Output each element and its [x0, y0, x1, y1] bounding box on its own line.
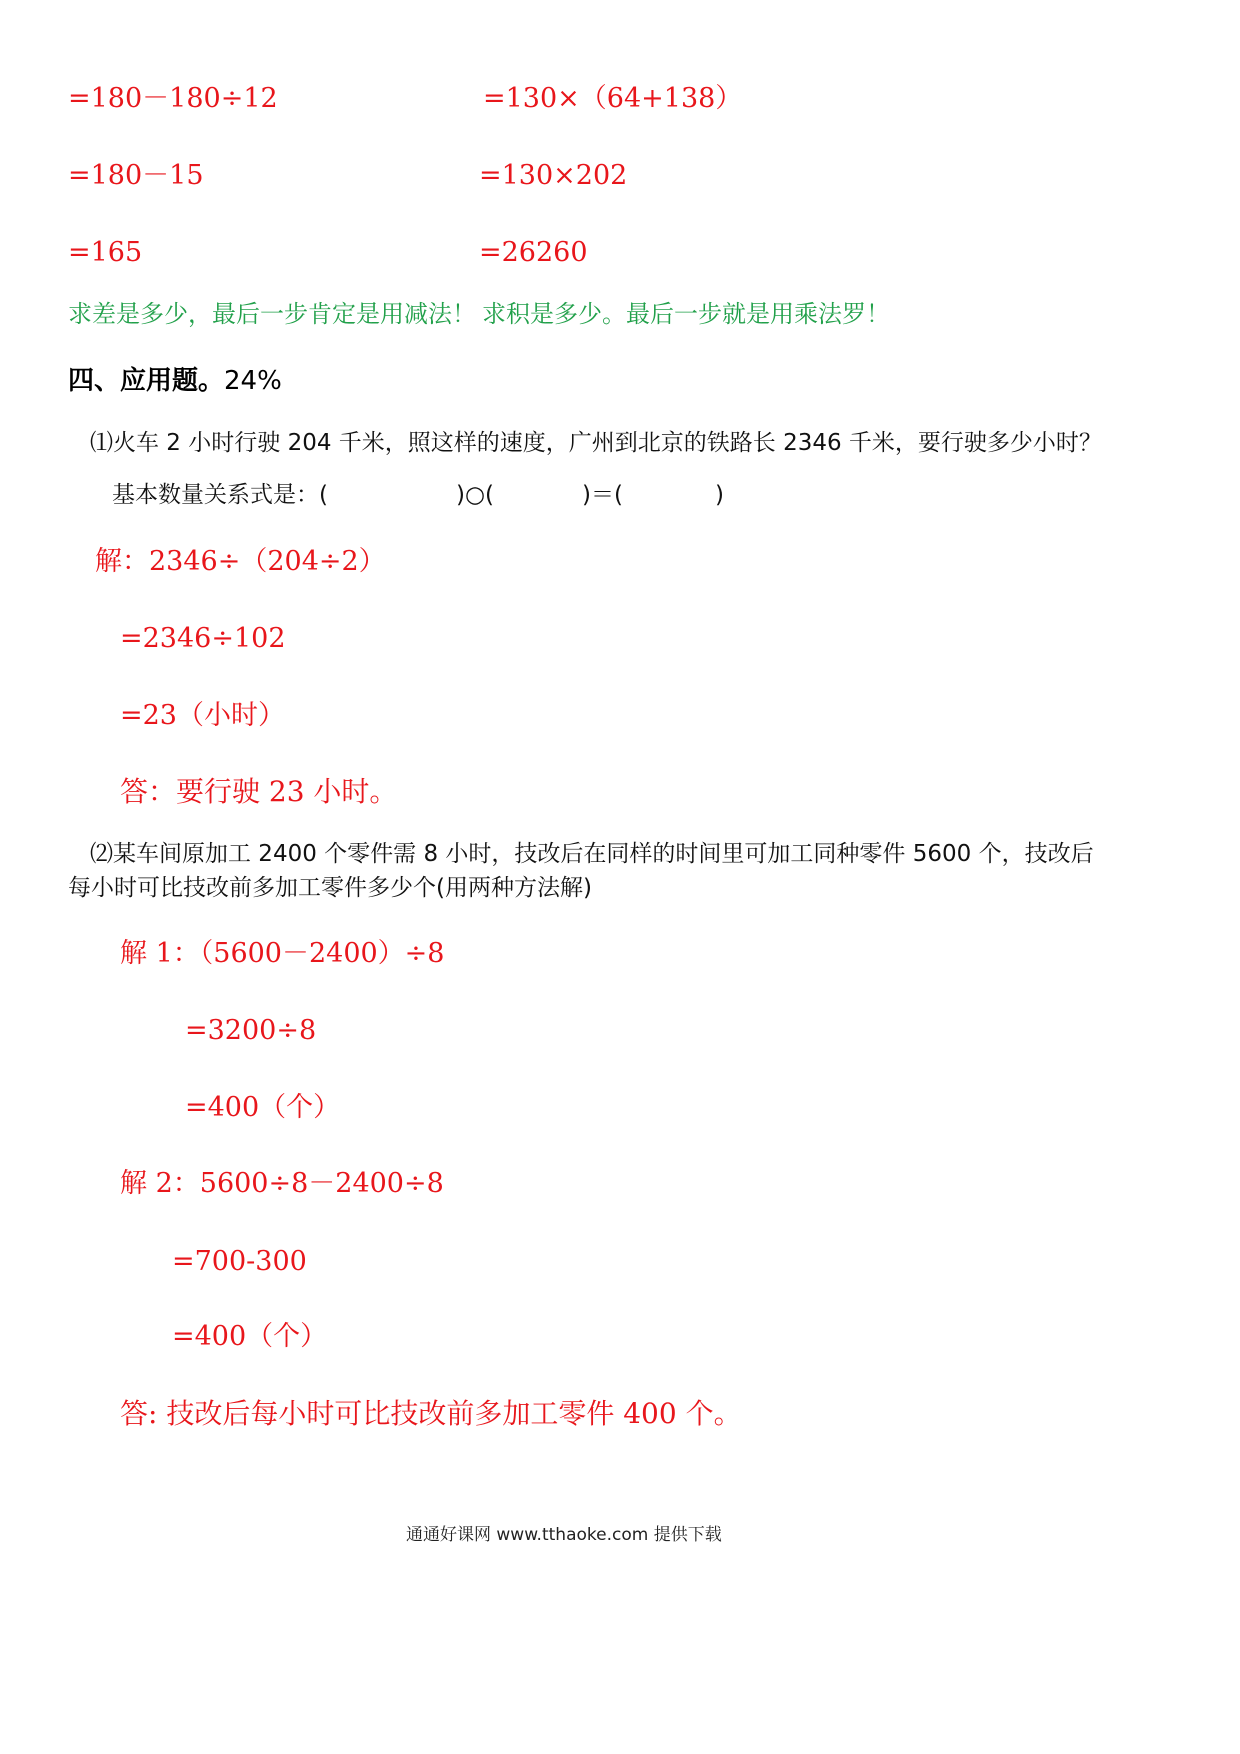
q1-step-3: =23（小时） — [120, 700, 285, 731]
q2-method1-step-3: =400（个） — [185, 1092, 341, 1123]
prev-right-step-1: =130×（64+138） — [483, 83, 743, 114]
q1-relation-label: 基本数量关系式是：( — [112, 482, 328, 508]
q2-text-line-1: ⑵某车间原加工 2400 个零件需 8 小时，技改后在同样的时间里可加工同种零件 5600 个，技改后 — [90, 841, 1094, 867]
q2-text-line-2: 每小时可比技改前多加工零件多少个(用两种方法解) — [68, 875, 592, 901]
q1-step-2: =2346÷102 — [120, 623, 286, 654]
prev-left-step-2: =180－15 — [68, 160, 204, 191]
q1-answer: 答：要行驶 23 小时。 — [120, 775, 398, 808]
page-footer: 通通好课网 www.tthaoke.com 提供下载 — [406, 1525, 722, 1545]
section-score: 24% — [224, 366, 282, 396]
prev-right-step-3: =26260 — [479, 237, 588, 268]
q1-text: ⑴火车 2 小时行驶 204 千米，照这样的速度，广州到北京的铁路长 2346 千米，要行驶多少小时？ — [90, 430, 1102, 456]
q2-answer: 答: 技改后每小时可比技改前多加工零件 400 个。 — [120, 1397, 742, 1430]
q2-method1-step-1: 解 1：（5600－2400）÷8 — [120, 938, 445, 969]
prev-left-step-3: =165 — [68, 237, 143, 268]
q2-method2-step-2: =700-300 — [172, 1246, 307, 1277]
q1-relation — [112, 484, 724, 507]
q2-method1-step-2: =3200÷8 — [185, 1015, 317, 1046]
q2-method2-step-1: 解 2：5600÷8－2400÷8 — [120, 1168, 444, 1199]
tip-subtraction: 求差是多少，最后一步肯定是用减法！ — [68, 300, 476, 328]
q1-step-1: 解：2346÷（204÷2） — [95, 546, 386, 577]
q1-relation-operator: )○( — [455, 482, 494, 508]
tip-multiplication: 求积是多少。最后一步就是用乘法罗！ — [482, 300, 890, 328]
q2-method2-step-3: =400（个） — [172, 1321, 328, 1352]
prev-right-step-2: =130×202 — [479, 160, 628, 191]
q1-relation-equals: )＝( — [582, 482, 623, 508]
prev-left-step-1: =180－180÷12 — [68, 83, 278, 114]
section-heading — [68, 368, 282, 394]
q1-relation-end: ) — [714, 482, 724, 508]
section-title: 四、应用题。 — [68, 366, 225, 396]
